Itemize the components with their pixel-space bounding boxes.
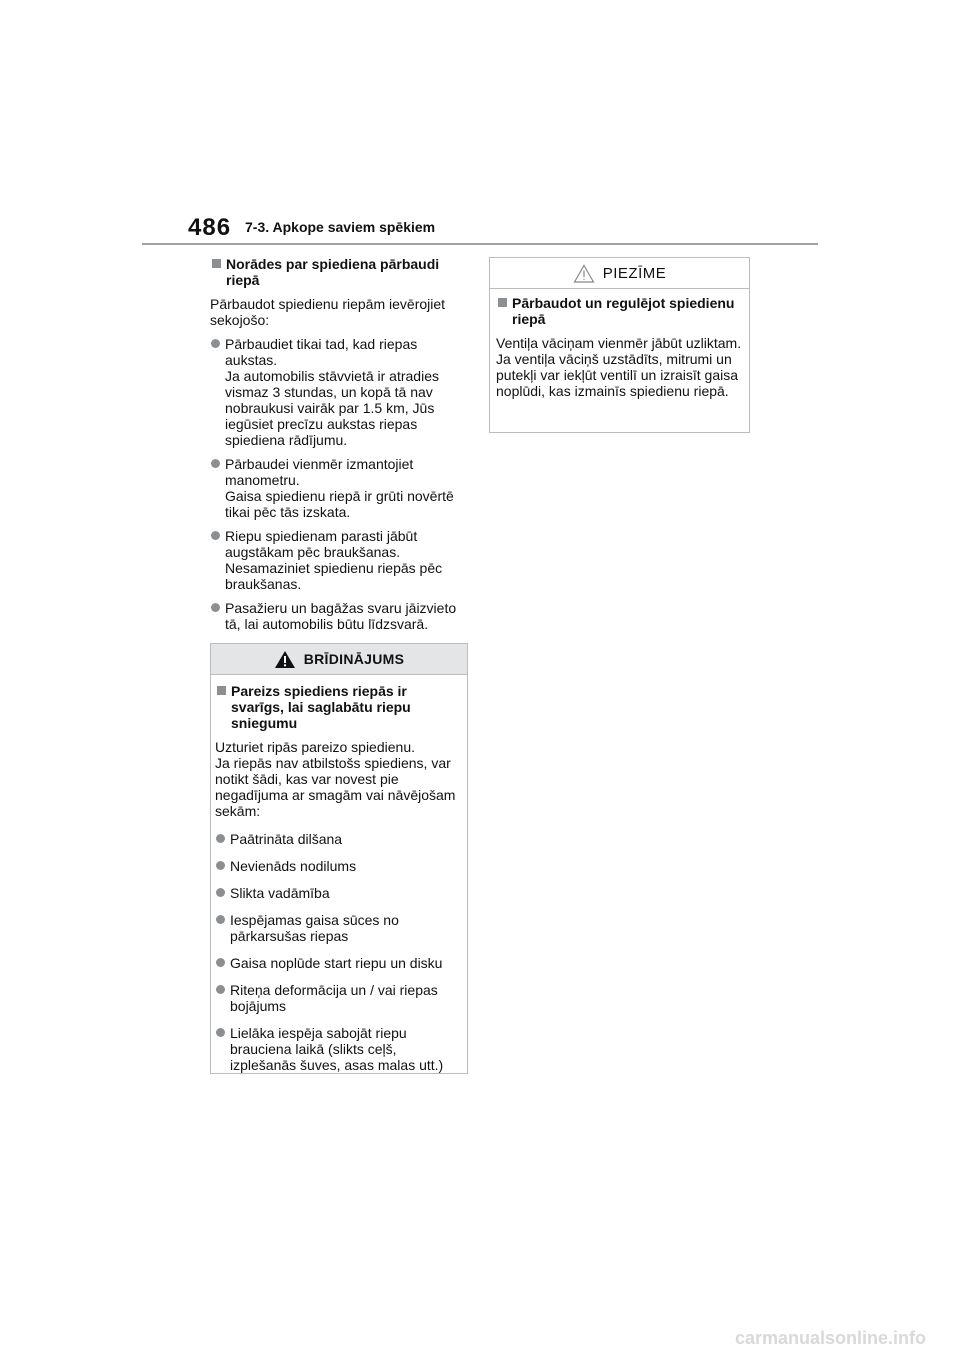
- list-item-text: Gaisa noplūde start riepu un disku: [230, 955, 443, 971]
- heading-text: Pareizs spiediens riepās ir svarīgs, lai saglabātu riepu sniegumu: [231, 683, 411, 731]
- note-title: PIEZĪME: [602, 264, 667, 282]
- warning-header: [211, 644, 467, 675]
- square-bullet-icon: [217, 686, 226, 695]
- warning-body: [211, 675, 467, 1073]
- list-item: [215, 982, 463, 1014]
- warning-paragraph: Uzturiet ripās pareizo spiedienu. Ja riepās nav atbilstošs spiediens, var notikt šādi, kas var novest pie negadījuma ar smagām vai nāvējošam sekām:: [215, 739, 456, 819]
- list-item-text: Pārbaudei vienmēr izmantojiet manometru. Gaisa spiedienu riepā ir grūti novērtē tikai pēc tās izskata.: [225, 456, 454, 520]
- square-bullet-icon: [498, 298, 507, 307]
- bullet-dot-icon: [211, 531, 220, 540]
- list-item-text: Lielāka iespēja sabojāt riepu brauciena laikā (slikts ceļš, izplešanās šuves, asas malas utt.): [230, 1025, 444, 1073]
- note-heading: [496, 295, 743, 327]
- list-item: [215, 885, 463, 901]
- bullet-dot-icon: [216, 1028, 225, 1037]
- note-box: [489, 257, 750, 433]
- list-item: [215, 831, 463, 847]
- page-number: 486: [188, 214, 232, 241]
- list-item-text: Nevienāds nodilums: [230, 858, 357, 874]
- bullet-dot-icon: [211, 459, 220, 468]
- header-rule: [142, 243, 818, 245]
- list-item-text: Paātrināta dilšana: [230, 831, 343, 847]
- list-item: [215, 1025, 463, 1073]
- bullet-dot-icon: [211, 603, 220, 612]
- watermark: carmanualsonline.info: [735, 1328, 927, 1348]
- list-item: [215, 912, 463, 944]
- warning-triangle-icon: [274, 650, 296, 669]
- bullet-dot-icon: [216, 861, 225, 870]
- caution-triangle-icon: [573, 264, 595, 283]
- bullet-dot-icon: [216, 985, 225, 994]
- left-column: [210, 256, 470, 640]
- warning-heading: [215, 683, 463, 731]
- list-item-text: Riteņa deformācija un / vai riepas bojājums: [230, 982, 438, 1014]
- bullet-dot-icon: [216, 915, 225, 924]
- bullet-dot-icon: [216, 834, 225, 843]
- list-item: [210, 336, 470, 448]
- list-item: [215, 858, 463, 874]
- list-item-text: Riepu spiedienam parasti jābūt augstākam pēc braukšanas. Nesamaziniet spiedienu riepās pēc braukšanas.: [225, 528, 443, 592]
- note-header: [490, 258, 749, 289]
- warning-box: [210, 643, 468, 1074]
- square-bullet-icon: [212, 259, 221, 268]
- list-item: [210, 600, 470, 632]
- list-item: [210, 456, 470, 520]
- intro-paragraph: Pārbaudot spiedienu riepām ievērojiet sekojošo:: [210, 296, 446, 328]
- list-item-text: Slikta vadāmība: [230, 885, 330, 901]
- bullet-dot-icon: [216, 888, 225, 897]
- list-item-text: Iespējamas gaisa sūces no pārkarsušas riepas: [230, 912, 399, 944]
- note-body: [490, 289, 749, 399]
- heading-text: Pārbaudot un regulējot spiedienu riepā: [512, 295, 735, 327]
- list-item-text: Pasažieru un bagāžas svaru jāizvieto tā, lai automobilis būtu līdzsvarā.: [225, 600, 457, 632]
- heading-text: Norādes par spiediena pārbaudi riepā: [226, 256, 440, 288]
- tire-pressure-heading: [210, 256, 470, 288]
- warning-title: BRĪDINĀJUMS: [303, 651, 405, 667]
- bullet-dot-icon: [211, 339, 220, 348]
- section-title: 7-3. Apkope saviem spēkiem: [245, 219, 436, 235]
- note-paragraph: Ventiļa vāciņam vienmēr jābūt uzliktam. Ja ventiļa vāciņš uzstādīts, mitrumi un putekļi var iekļūt ventilī un izraisīt gaisa noplūdi, kas izmainīs spiedienu riepā.: [496, 335, 742, 399]
- list-item-text: Pārbaudiet tikai tad, kad riepas aukstas. Ja automobilis stāvvietā ir atradies vismaz 3 stundas, un kopā tā nav nobraukusi vairāk par 1.5 km, Jūs iegūsiet precīzu aukstas riepas spiediena rādījumu.: [225, 336, 439, 448]
- bullet-dot-icon: [216, 958, 225, 967]
- list-item: [210, 528, 470, 592]
- list-item: [215, 955, 463, 971]
